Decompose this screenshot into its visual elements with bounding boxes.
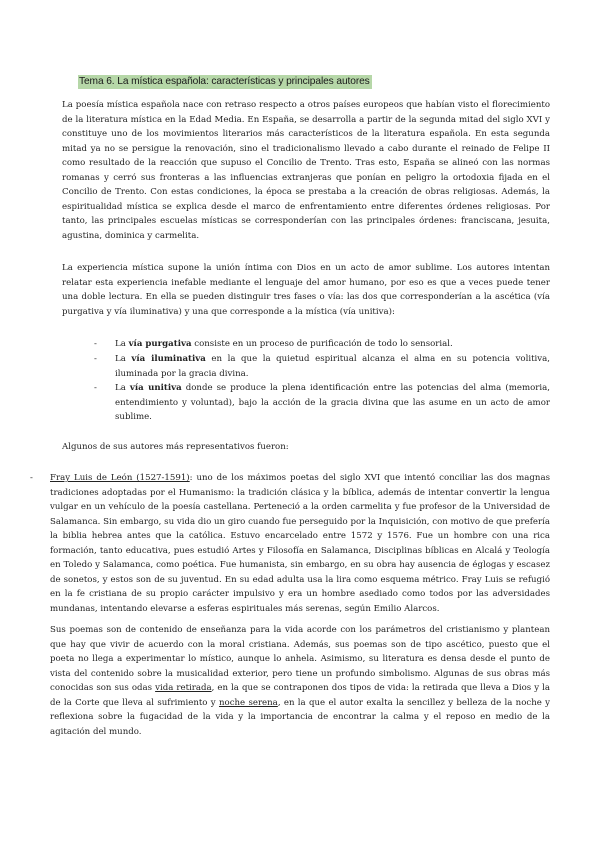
intro-paragraph: La poesía mística española nace con retraso respecto a otros países europeos que habían visto el florecimiento de la literatura mística en la Edad Media. En España, se desarrolla a partir de la segunda mitad del siglo XVI y constituye uno de los movimientos literarios más característicos de la literatura española. En esta segunda mitad ya no se persigue la renovación, sino el tradicionalismo llevado a cabo durante el reinado de Felipe II como resultado de la reacción que supuso el Concilio de Trento. Tras esto, España se alineó con las normas romanas y cerró sus fronteras a las influencias extranjeras que ponían en peligro la ortodoxia fijada en el Concilio de Trento. Con estas condiciones, la época se prestaba a la creación de obras religiosas. Además, la espiritualidad mística se explica desde el marco de enfrentamiento entre diferentes órdenes religiosas. Por tanto, las principales escuelas místicas se corresponderían con las principales órdenes: franciscana, jesuita, agustina, dominica y carmelita.	[62, 100, 550, 241]
list-item-term: vía purgativa	[128, 339, 192, 349]
work-title-noche-serena: noche serena	[218, 697, 278, 708]
bullet-marker: -	[94, 383, 97, 393]
poems-text-2: , en la que se contraponen dos tipos de vida: la retirada que lleva a Dios y la de la Corte que lleva al sufrimiento y	[50, 683, 551, 708]
list-item-term: vía unitiva	[129, 383, 182, 393]
bullet-marker: -	[94, 339, 97, 349]
list-item-pre: La	[115, 339, 129, 349]
bullet-marker: -	[94, 354, 97, 364]
work-title-vida-retirada: vida retirada	[155, 683, 212, 693]
title-wrap	[78, 71, 372, 89]
list-item-pre: La	[115, 383, 130, 393]
authors-intro: Algunos de sus autores más representativos fueron:	[62, 442, 289, 452]
page-title: Tema 6. La mística española: características y principales autores	[79, 76, 370, 87]
experience-paragraph: La experiencia mística supone la unión íntima con Dios en un acto de amor sublime. Los autores intentan relatar esta experiencia inefable mediante el lenguaje del amor humano, por eso es que a veces puede tener una doble lectura. En ella se pueden distinguir tres fases o vía: las dos que corresponderían a la ascética (vía purgativa y vía iluminativa) y una que corresponde a la mística (vía unitiva):	[62, 263, 550, 317]
list-item-text: en la que la quietud espiritual alcanza el alma en su potencia volitiva, iluminada por la gracia divina.	[115, 354, 551, 379]
list-item-purgativa	[115, 337, 550, 352]
list-item-term: vía iluminativa	[131, 354, 206, 364]
list-item-text: consiste en un proceso de purificación de todo lo sensorial.	[191, 339, 453, 349]
author-bio: : uno de los máximos poetas del siglo XVI que intentó conciliar las dos magnas tradiciones adoptadas por el Humanismo: la tradición clásica y la bíblica, además de intentar convertir la lengua vulgar en un vehículo de la poesía castellana. Perteneció a la orden carmelita y fue profesor de la Universidad de Salamanca. Sin embargo, su vida dio un giro cuando fue perseguido por la Inquisición, con motivo de que prefería la biblia hebrea antes que la católica. Estuvo encarcelado entre 1572 y 1576. Fue un hombre con una rica formación, tanto educativa, pues estudió Artes y Filosofía en Salamanca, Disciplinas bíblicas en Alcalá y Teología en Toledo y Salamanca, como poética. Fue humanista, sin embargo, en su obra hay ausencia de églogas y escasez de sonetos, y estos son de su juventud. En su edad adulta usa la lira como esquema métrico. Fray Luis se refugió en la fe cristiana de su propio carácter impulsivo y era un hombre asediado como todos por las adversidades mundanas, intentando elevarse a esferas espirituales más serenas, según Emilio Alarcos.	[50, 473, 550, 614]
list-item-pre: La	[115, 354, 132, 364]
author-name: Fray Luis de León (1527-1591)	[50, 473, 190, 483]
poems-text-1: Sus poemas son de contenido de enseñanza para la vida acorde con los parámetros del cristianismo y plantean que hay que vivir de acuerdo con la moral cristiana. Además, sus poemas son de tipo ascético, puesto que el poeta no llega a experimentar lo místico, aunque lo anhela. Asimismo, su literatura es densa desde el punto de vista del contenido sobre la musicalidad exterior, pero tiene un profundo simbolismo. Algunas de sus obras más conocidas son sus odas	[50, 625, 550, 693]
poems-text-3: , en la que el autor exalta la sencillez y belleza de la noche y reflexiona sobre la fugacidad de la vida y la importancia de encontrar la calma y el reposo en medio de la agitación del mundo.	[50, 697, 551, 737]
author-marker: -	[30, 473, 33, 483]
list-item-unitiva	[115, 381, 550, 425]
author-paragraph	[50, 471, 550, 616]
poems-paragraph	[50, 623, 550, 739]
list-item-text: donde se produce la plena identificación entre las potencias del alma (memoria, entendimiento y voluntad), bajo la acción de la gracia divina que las asume en un acto de amor sublime.	[115, 383, 551, 422]
list-item-iluminativa	[115, 352, 550, 381]
